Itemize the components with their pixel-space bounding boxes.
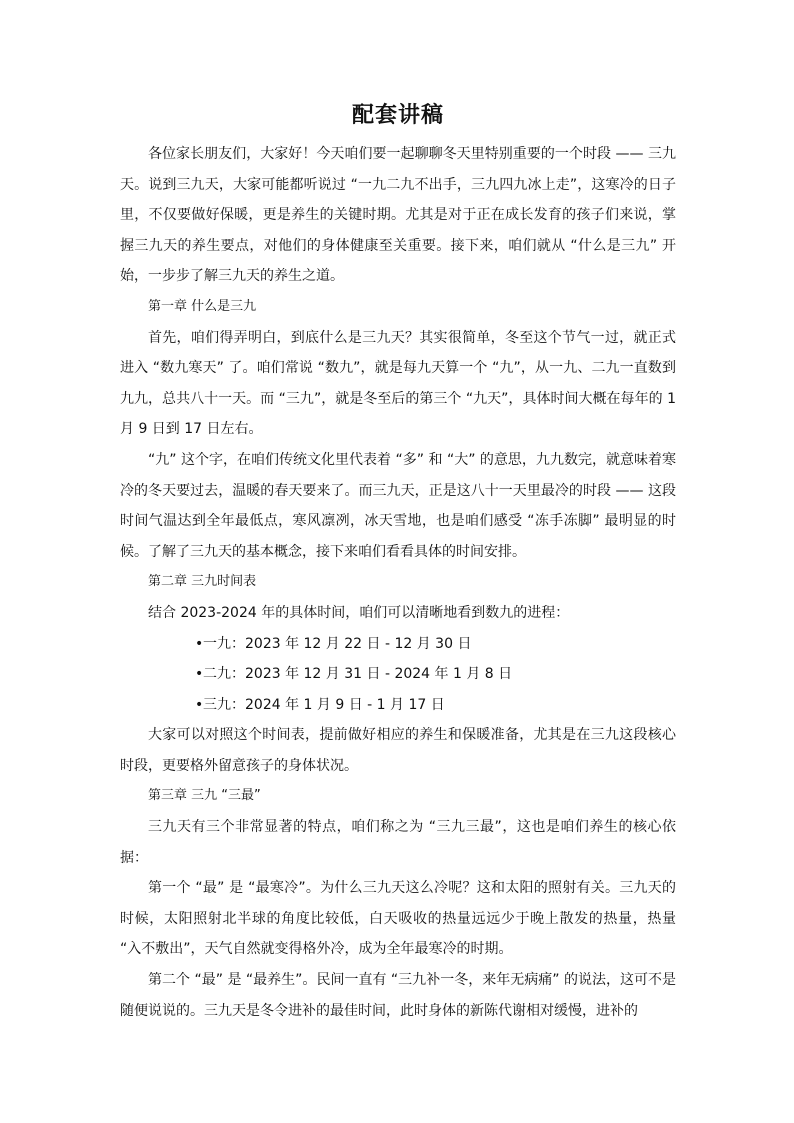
- chapter2-intro: 结合 2023-2024 年的具体时间，咱们可以清晰地看到数九的进程：: [148, 604, 570, 621]
- list-item: [195, 629, 676, 660]
- list-item: [195, 659, 676, 690]
- schedule-item-3: 三九：2024 年 1 月 9 日 - 1 月 17 日: [203, 696, 445, 713]
- bullet-icon: •: [195, 666, 204, 683]
- schedule-list: [120, 629, 676, 721]
- intro-paragraph: 各位家长朋友们，大家好！今天咱们要一起聊聊冬天里特别重要的一个时段 —— 三九天。说到三九天，大家可能都听说过 “一九二九不出手，三九四九冰上走”，这寒冷的日子里，不仅要做好保暖，更是养生的关键时期。尤其是对于正在成长发育的孩子们来说，掌握三九天的养生要点，对他们的身体健康至关重要。接下来，咱们就从 “什么是三九” 开始，一步步了解三九天的养生之道。: [120, 146, 676, 285]
- chapter1-paragraph-2: “九” 这个字，在咱们传统文化里代表着 “多” 和 “大” 的意思，九九数完，就意味着寒冷的冬天要过去，温暖的春天要来了。而三九天，正是这八十一天里最冷的时段 —— 这段时间气温达到全年最低点，寒风凛冽，冰天雪地，也是咱们感受 “冻手冻脚” 最明显的时候。了解了三九天的基本概念，接下来咱们看看具体的时间安排。: [120, 451, 676, 560]
- chapter3-paragraph-3: 第二个 “最” 是 “最养生”。民间一直有 “三九补一冬，来年无病痛” 的说法，这可不是随便说说的。三九天是冬令进补的最佳时间，此时身体的新陈代谢相对缓慢，进补的: [120, 972, 676, 1019]
- chapter2-outro: 大家可以对照这个时间表，提前做好相应的养生和保暖准备，尤其是在三九这段核心时段，更要格外留意孩子的身体状况。: [120, 727, 676, 774]
- list-item: [195, 690, 676, 721]
- bullet-icon: •: [195, 635, 204, 652]
- chapter1-paragraph-1: 首先，咱们得弄明白，到底什么是三九天？其实很简单，冬至这个节气一过，就正式进入 “数九寒天” 了。咱们常说 “数九”，就是每九天算一个 “九”，从一九、二九一直数到九九，总共八十一天。而 “三九”，就是冬至后的第三个 “九天”，具体时间大概在每年的 1 月 9 日到 17 日左右。: [120, 329, 676, 438]
- document-title: 配套讲稿: [351, 102, 444, 128]
- chapter3-heading: 第三章 三九 “三最”: [148, 788, 261, 804]
- bullet-icon: •: [195, 696, 204, 713]
- schedule-item-1: 一九：2023 年 12 月 22 日 - 12 月 30 日: [203, 635, 472, 652]
- chapter1-heading: 第一章 什么是三九: [148, 298, 257, 314]
- schedule-item-2: 二九：2023 年 12 月 31 日 - 2024 年 1 月 8 日: [203, 666, 513, 683]
- chapter3-paragraph-1: 三九天有三个非常显著的特点，咱们称之为 “三九三最”，这也是咱们养生的核心依据：: [120, 819, 676, 866]
- chapter3-paragraph-2: 第一个 “最” 是 “最寒冷”。为什么三九天这么冷呢？这和太阳的照射有关。三九天的时候，太阳照射北半球的角度比较低，白天吸收的热量远远少于晚上散发的热量，热量 “入不敷出”，天气自然就变得格外冷，成为全年最寒冷的时期。: [120, 880, 676, 958]
- chapter2-heading: 第二章 三九时间表: [148, 574, 257, 590]
